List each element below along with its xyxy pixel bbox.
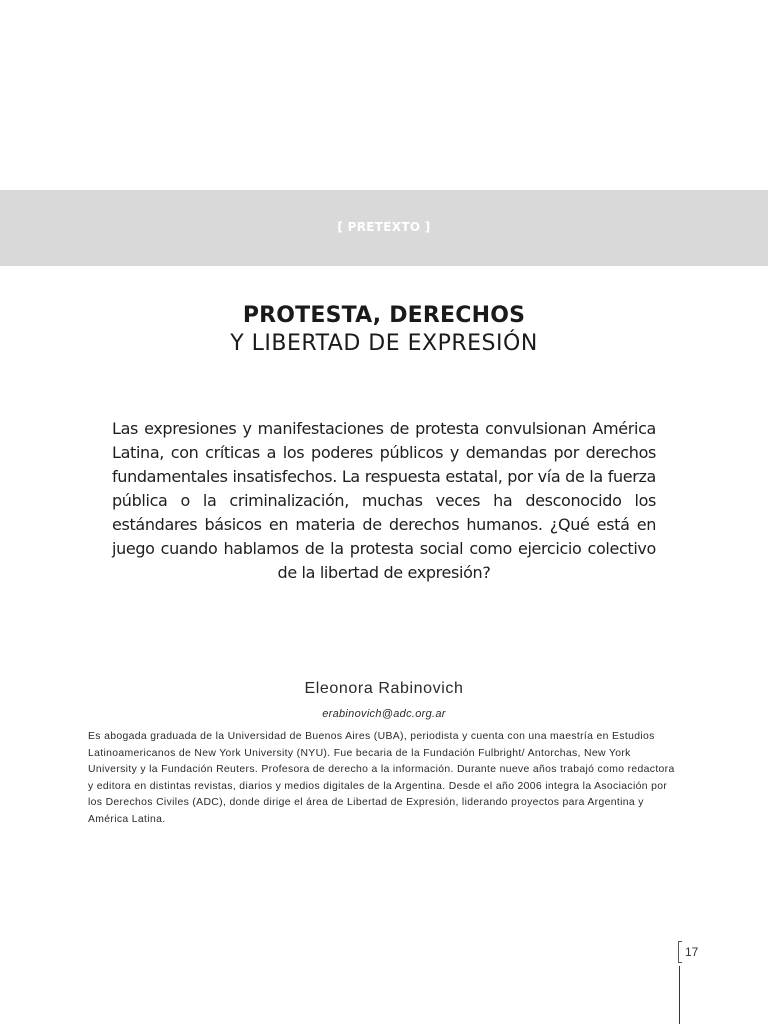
author-name: Eleonora Rabinovich (304, 680, 464, 697)
article-abstract: Las expresiones y manifestaciones de protesta convulsionan América Latina, con críticas a los poderes públicos y demandas por derechos fundamentales insatisfechos. La respuesta estatal, por vía de la fuerza pública o la criminalización, muchas veces ha desconocido los estándares básicos en materia de derechos humanos. ¿Qué está en juego cuando hablamos de la protesta social como ejercicio colectivo de la libertad de expresión? (112, 419, 656, 582)
page-margin-rule (679, 966, 680, 1024)
article-title-main: PROTESTA, DERECHOS (242, 303, 526, 328)
author-bio: Es abogada graduada de la Universidad de Buenos Aires (UBA), periodista y cuenta con una maestría en Estudios Latinoamericanos de New York University (NYU). Fue becaria de la Fundación Fulbright/ Antorchas, New York University y la Fundación Reuters. Profesora de derecho a la información. Durante nueve años trabajó como redactora y editora en distintas revistas, diarios y medios digitales de la Argentina. Desde el año 2006 integra la Asociación por los Derechos Civiles (ADC), donde dirige el área de Libertad de Expresión, liderando proyectos para Argentina y América Latina. (88, 731, 675, 825)
article-title-sub: Y LIBERTAD DE EXPRESIÓN (230, 331, 538, 356)
page-number-bracket (678, 941, 682, 963)
author-email: erabinovich@adc.org.ar (322, 708, 446, 720)
page-number: 17 (685, 945, 699, 959)
section-label: [ PRETEXTO ] (337, 220, 431, 234)
